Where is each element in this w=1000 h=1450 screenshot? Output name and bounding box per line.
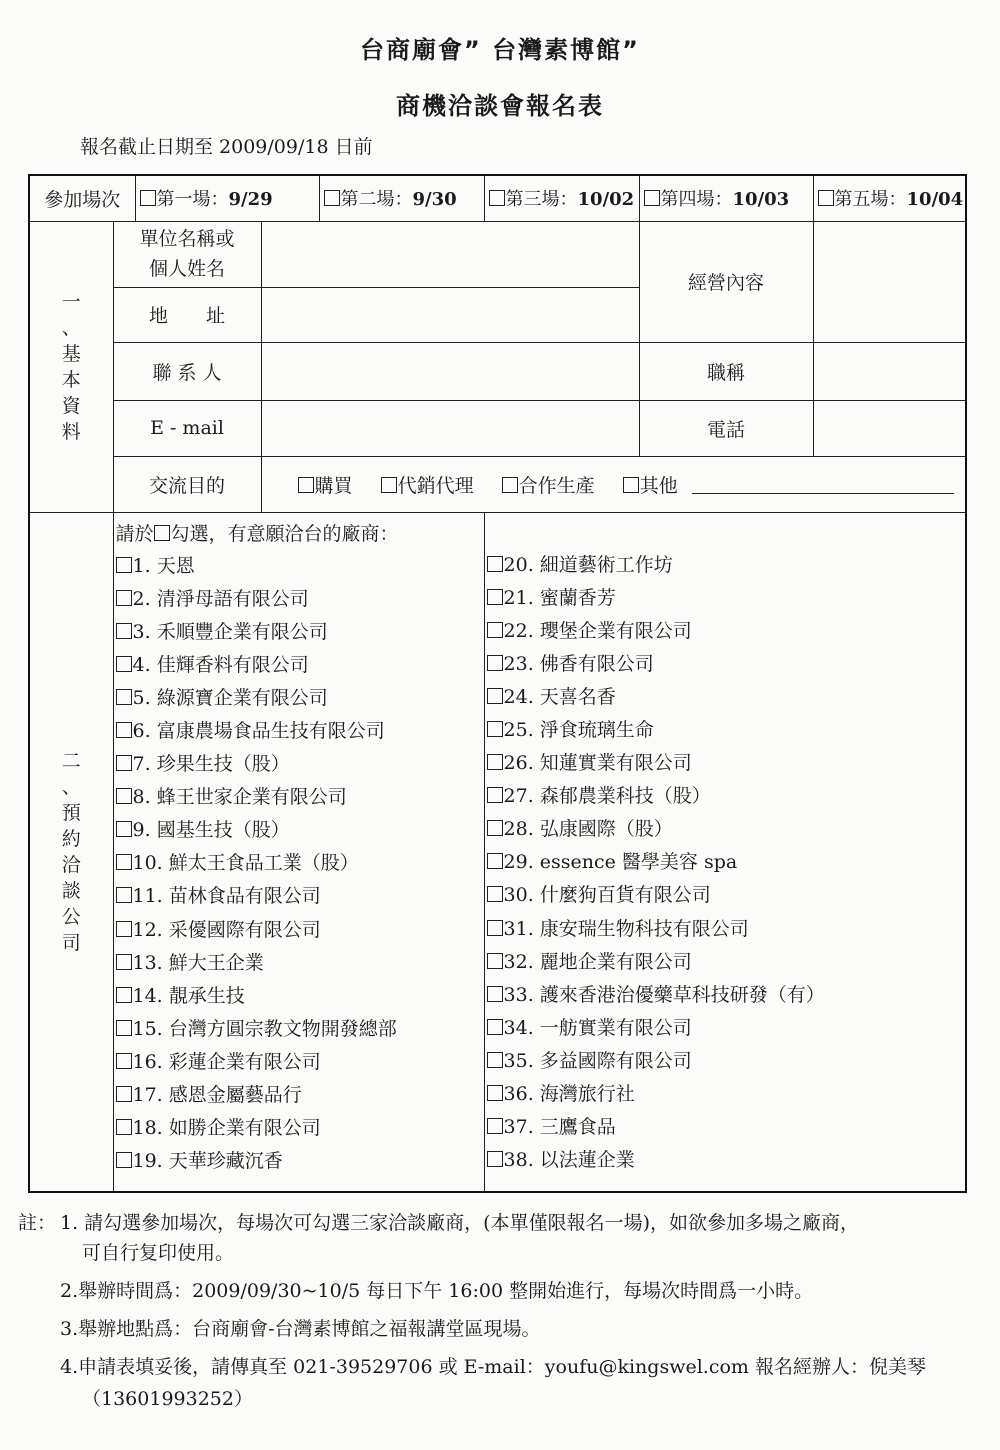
company-item[interactable] — [487, 1012, 966, 1045]
company-item[interactable] — [116, 847, 484, 880]
company-number: 25. — [503, 718, 534, 741]
company-name: 天華珍藏沉香 — [168, 1150, 283, 1173]
checkbox[interactable] — [487, 787, 503, 803]
company-number: 21. — [503, 586, 534, 609]
phone-label: 電話 — [639, 400, 813, 456]
checkbox[interactable] — [116, 623, 132, 639]
session-option-3[interactable]: 第三場：10/02 — [484, 175, 639, 221]
company-number: 22. — [503, 619, 534, 642]
company-number: 33. — [503, 983, 534, 1006]
checkbox[interactable] — [487, 688, 503, 704]
company-number: 36. — [503, 1083, 534, 1105]
company-name: 感恩金屬藝品行 — [168, 1084, 302, 1106]
session-option-2[interactable]: 第二場：9/30 — [319, 175, 484, 221]
checkbox[interactable] — [487, 1118, 503, 1134]
company-item[interactable] — [116, 1013, 484, 1046]
checkbox[interactable] — [116, 755, 132, 771]
company-name: 彩蓮企業有限公司 — [168, 1050, 321, 1073]
checkbox[interactable] — [116, 854, 132, 870]
company-item[interactable] — [116, 1112, 484, 1145]
checkbox[interactable] — [487, 1052, 503, 1068]
note-3: 3.舉辦地點爲：台商廟會-台灣素博館之福報講堂區現場。 — [60, 1318, 541, 1340]
company-item[interactable] — [116, 947, 484, 980]
company-name: 什麼狗百貨有限公司 — [539, 884, 711, 907]
company-item[interactable] — [487, 714, 966, 747]
checkbox[interactable] — [487, 589, 503, 605]
checkbox[interactable] — [487, 1151, 503, 1167]
checkbox[interactable] — [487, 853, 503, 869]
company-item[interactable] — [487, 681, 966, 714]
session-option-1[interactable]: 第一場：9/29 — [135, 175, 319, 221]
company-item[interactable] — [487, 846, 966, 879]
company-number: 18. — [132, 1117, 163, 1140]
position-field[interactable] — [813, 342, 966, 400]
checkbox[interactable] — [623, 477, 639, 493]
session-option-5[interactable]: 第五場：10/04 — [813, 175, 966, 221]
checkbox[interactable] — [487, 820, 503, 836]
company-name: 護來香港治優藥草科技研發（有） — [539, 983, 825, 1006]
note-4-line-2: （13601993252） — [82, 1388, 253, 1410]
note-2: 2.舉辦時間爲：2009/09/30~10/5 每日下午 16:00 整開始進行，每場次時間爲一小時。 — [60, 1280, 814, 1302]
position-label: 職稱 — [639, 342, 813, 400]
company-name: 靚承生技 — [168, 984, 245, 1007]
checkbox[interactable] — [298, 477, 314, 493]
checkbox[interactable] — [116, 1053, 132, 1069]
checkbox[interactable] — [818, 190, 834, 206]
company-name: 台灣方圓宗教文物開發總部 — [168, 1017, 397, 1040]
company-name: 海灣旅行社 — [539, 1083, 635, 1105]
checkbox[interactable] — [644, 190, 660, 206]
email-label: E - mail — [113, 400, 261, 456]
company-number: 7. — [132, 753, 151, 776]
note-4-line-1: 4.申請表填妥後，請傳真至 021-39529706 或 E-mail：youfu@kingswel.com 報名經辦人：倪美琴 — [60, 1356, 926, 1378]
company-item[interactable] — [116, 814, 484, 847]
company-number: 9. — [132, 819, 151, 842]
checkbox[interactable] — [116, 1086, 132, 1102]
company-number: 6. — [132, 719, 151, 742]
company-name: 珍果生技（股） — [156, 753, 290, 776]
session-label: 參加場次 — [29, 175, 135, 221]
contact-label: 聯 系 人 — [113, 342, 261, 400]
company-number: 20. — [503, 553, 534, 576]
checkbox[interactable] — [116, 557, 132, 573]
org-name-label: 單位名稱或 個人姓名 — [113, 221, 261, 287]
note-1-line-1: 1. 請勾選參加場次，每場次可勾選三家洽談廠商，(本單僅限報名一場)，如欲參加多場之廠商， — [60, 1212, 859, 1234]
company-name: 佳輝香料有限公司 — [156, 653, 309, 676]
company-number: 17. — [132, 1084, 163, 1106]
company-number: 32. — [503, 950, 534, 973]
address-label: 地 址 — [113, 287, 261, 342]
company-name: 麗地企業有限公司 — [539, 950, 692, 973]
company-number: 24. — [503, 685, 534, 708]
purpose-label: 交流目的 — [113, 456, 261, 512]
company-name: essence 醫學美容 spa — [539, 851, 738, 874]
company-name: 森郁農業科技（股） — [539, 785, 711, 808]
company-item[interactable] — [487, 1144, 966, 1177]
purpose-option-other[interactable]: 其他 — [623, 475, 678, 497]
company-name: 淨食琉璃生命 — [539, 718, 654, 741]
form-subtitle: 商機洽談會報名表 — [396, 92, 604, 120]
business-label: 經營內容 — [639, 221, 813, 342]
company-number: 34. — [503, 1016, 534, 1039]
form-title: 台商廟會” 台灣素博館” — [360, 36, 640, 64]
company-number: 14. — [132, 984, 163, 1007]
checkbox[interactable] — [116, 722, 132, 738]
company-name: 以法蓮企業 — [539, 1149, 635, 1172]
company-number: 29. — [503, 851, 534, 874]
company-number: 30. — [503, 884, 534, 907]
company-item[interactable] — [116, 715, 484, 748]
purpose-option-agency[interactable]: 代銷代理 — [381, 475, 474, 497]
company-number: 11. — [132, 885, 163, 908]
company-item[interactable] — [487, 813, 966, 846]
company-item[interactable] — [487, 913, 966, 946]
company-number: 35. — [503, 1049, 534, 1072]
checkbox[interactable] — [116, 987, 132, 1003]
company-name: 康安瑞生物科技有限公司 — [539, 917, 749, 940]
checkbox[interactable] — [116, 689, 132, 705]
company-number: 4. — [132, 653, 151, 676]
company-item[interactable] — [487, 780, 966, 813]
company-item[interactable] — [116, 616, 484, 649]
purpose-option-coproduce[interactable]: 合作生產 — [502, 475, 595, 497]
checkbox[interactable] — [487, 920, 503, 936]
company-name: 苗林食品有限公司 — [168, 885, 321, 908]
company-item[interactable] — [116, 682, 484, 715]
phone-field[interactable] — [813, 400, 966, 456]
companies-section-label: 二 、 預 約 洽 談 公 司 — [29, 512, 113, 1192]
company-number: 8. — [132, 786, 151, 809]
company-name: 綠源寶企業有限公司 — [156, 686, 328, 709]
company-list-right — [484, 512, 966, 1192]
notes-prefix: 註： — [18, 1212, 57, 1234]
checkbox[interactable] — [381, 477, 397, 493]
company-item[interactable] — [116, 914, 484, 947]
checkbox[interactable] — [116, 887, 132, 903]
checkbox[interactable] — [487, 721, 503, 737]
company-number: 2. — [132, 587, 151, 610]
company-number: 15. — [132, 1017, 163, 1040]
company-item[interactable] — [487, 615, 966, 648]
checkbox[interactable] — [487, 655, 503, 671]
checkbox[interactable] — [116, 821, 132, 837]
checkbox[interactable] — [116, 1152, 132, 1168]
company-number: 12. — [132, 918, 163, 941]
email-field[interactable] — [261, 400, 639, 456]
company-number: 19. — [132, 1150, 163, 1173]
company-number: 16. — [132, 1050, 163, 1073]
company-name: 弘康國際（股） — [539, 818, 673, 841]
org-name-field[interactable] — [261, 221, 639, 287]
checkbox[interactable] — [487, 754, 503, 770]
purpose-options — [261, 456, 966, 512]
checkbox[interactable] — [487, 1019, 503, 1035]
company-item[interactable] — [116, 1046, 484, 1079]
company-item[interactable] — [487, 1111, 966, 1144]
company-list-left — [113, 512, 484, 1192]
business-field[interactable] — [813, 221, 966, 342]
company-item[interactable] — [487, 946, 966, 979]
basic-section-label: 一 、 基 本 資 料 — [29, 221, 113, 512]
company-number: 13. — [132, 951, 163, 974]
checkbox[interactable] — [489, 190, 505, 206]
company-item[interactable] — [487, 648, 966, 681]
session-option-4[interactable]: 第四場：10/03 — [639, 175, 813, 221]
company-name: 國基生技（股） — [156, 819, 290, 842]
checkbox[interactable] — [116, 590, 132, 606]
company-name: 鮮大王企業 — [168, 951, 264, 974]
company-item[interactable] — [116, 781, 484, 814]
company-item[interactable] — [487, 582, 966, 615]
company-name: 三鷹食品 — [539, 1116, 616, 1139]
company-number: 31. — [503, 917, 534, 940]
company-name: 清淨母語有限公司 — [156, 587, 309, 610]
checkbox[interactable] — [116, 1020, 132, 1036]
company-name: 禾順豐企業有限公司 — [156, 620, 328, 643]
checkbox[interactable] — [116, 921, 132, 937]
company-name: 多益國際有限公司 — [539, 1049, 692, 1072]
other-purpose-field[interactable] — [692, 475, 954, 494]
company-item[interactable] — [116, 583, 484, 616]
company-number: 23. — [503, 652, 534, 675]
company-name: 天恩 — [156, 554, 195, 577]
company-name: 瓔堡企業有限公司 — [539, 619, 692, 642]
company-number: 27. — [503, 785, 534, 808]
company-item[interactable] — [487, 549, 966, 582]
registration-form — [28, 174, 967, 1193]
checkbox[interactable] — [324, 190, 340, 206]
company-item[interactable] — [116, 550, 484, 583]
company-name: 一舫實業有限公司 — [539, 1016, 692, 1039]
company-name: 蜜蘭香芳 — [539, 586, 616, 609]
checkbox[interactable] — [502, 477, 518, 493]
company-item[interactable] — [487, 879, 966, 912]
company-item[interactable] — [487, 747, 966, 780]
purpose-option-buy[interactable]: 購買 — [298, 475, 353, 497]
company-number: 37. — [503, 1116, 534, 1139]
checkbox[interactable] — [487, 622, 503, 638]
contact-field[interactable] — [261, 342, 639, 400]
company-name: 采優國際有限公司 — [168, 918, 321, 941]
company-item[interactable] — [116, 649, 484, 682]
company-number: 10. — [132, 852, 163, 875]
company-name: 細道藝術工作坊 — [539, 553, 673, 576]
checkbox[interactable] — [116, 656, 132, 672]
session-row — [29, 175, 966, 221]
company-name: 佛香有限公司 — [539, 652, 654, 675]
checkbox[interactable] — [116, 954, 132, 970]
checkbox-sample — [154, 525, 170, 541]
company-item[interactable] — [116, 1079, 484, 1112]
company-item[interactable] — [116, 748, 484, 781]
deadline-text: 報名截止日期至 2009/09/18 日前 — [80, 136, 373, 158]
company-name: 如勝企業有限公司 — [168, 1117, 321, 1140]
checkbox[interactable] — [487, 986, 503, 1002]
company-number: 28. — [503, 818, 534, 841]
company-item[interactable] — [487, 979, 966, 1012]
company-name: 蜂王世家企業有限公司 — [156, 786, 347, 809]
address-field[interactable] — [261, 287, 639, 342]
checkbox[interactable] — [116, 1119, 132, 1135]
company-number: 1. — [132, 554, 151, 577]
company-number: 38. — [503, 1149, 534, 1172]
company-number: 3. — [132, 620, 151, 643]
company-item[interactable] — [116, 980, 484, 1013]
company-item[interactable] — [487, 1045, 966, 1078]
company-instruction: 請於 勾選，有意願洽台的廠商： — [115, 522, 399, 545]
checkbox[interactable] — [140, 190, 156, 206]
company-item[interactable] — [116, 880, 484, 913]
note-1-line-2: 可自行复印使用。 — [82, 1242, 235, 1264]
company-name: 鮮太王食品工業（股） — [168, 852, 359, 875]
company-number: 5. — [132, 686, 151, 709]
checkbox[interactable] — [116, 788, 132, 804]
company-item[interactable] — [116, 1145, 484, 1178]
company-name: 富康農場食品生技有限公司 — [156, 719, 385, 742]
checkbox[interactable] — [487, 886, 503, 902]
company-number: 26. — [503, 752, 534, 775]
company-item[interactable] — [487, 1078, 966, 1111]
checkbox[interactable] — [487, 953, 503, 969]
company-name: 天喜名香 — [539, 685, 616, 708]
checkbox[interactable] — [487, 556, 503, 572]
checkbox[interactable] — [487, 1085, 503, 1101]
company-name: 知蓮實業有限公司 — [539, 752, 692, 775]
